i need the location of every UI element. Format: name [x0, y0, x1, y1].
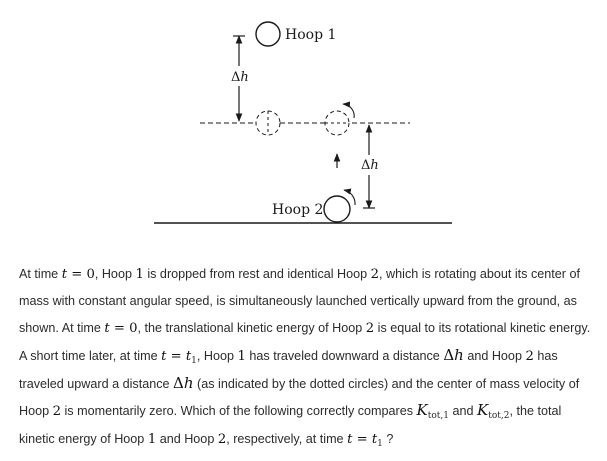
hoop-2-rotation-arrow: [344, 190, 355, 205]
hoop-2: [324, 196, 350, 222]
hoop-1-delta-h-label: Δh: [231, 70, 249, 85]
hoop-2-label: Hoop 2: [272, 202, 324, 218]
question-text: At time t = 0, Hoop 1 is dropped from rest and identical Hoop 2, which is rotating about its center of mass with constant angular speed, is simultaneously launched vertically upward from the ground, as shown. At time t = 0, the translational kinetic energy of Hoop 2 is equal to its rotational kinetic energy. A short time later, at time $t = t_1$, Hoop 1 has traveled downward a distance Δh and Hoop 2 has traveled upward a distance Δh (as indicated by the dotted circles) and the center of mass velocity of Hoop 2 is momentarily zero. Which of the following correctly compares $K_{tot,1}$ and $K_{tot,2}$, the total kinetic energy of Hoop 1 and Hoop 2, respectively, at time $t = t_1$ ?: [19, 267, 591, 449]
hoop-1-label: Hoop 1: [285, 27, 337, 43]
hoop-1: [256, 22, 280, 46]
hoop-2-delta-h-label: Δh: [361, 158, 379, 173]
